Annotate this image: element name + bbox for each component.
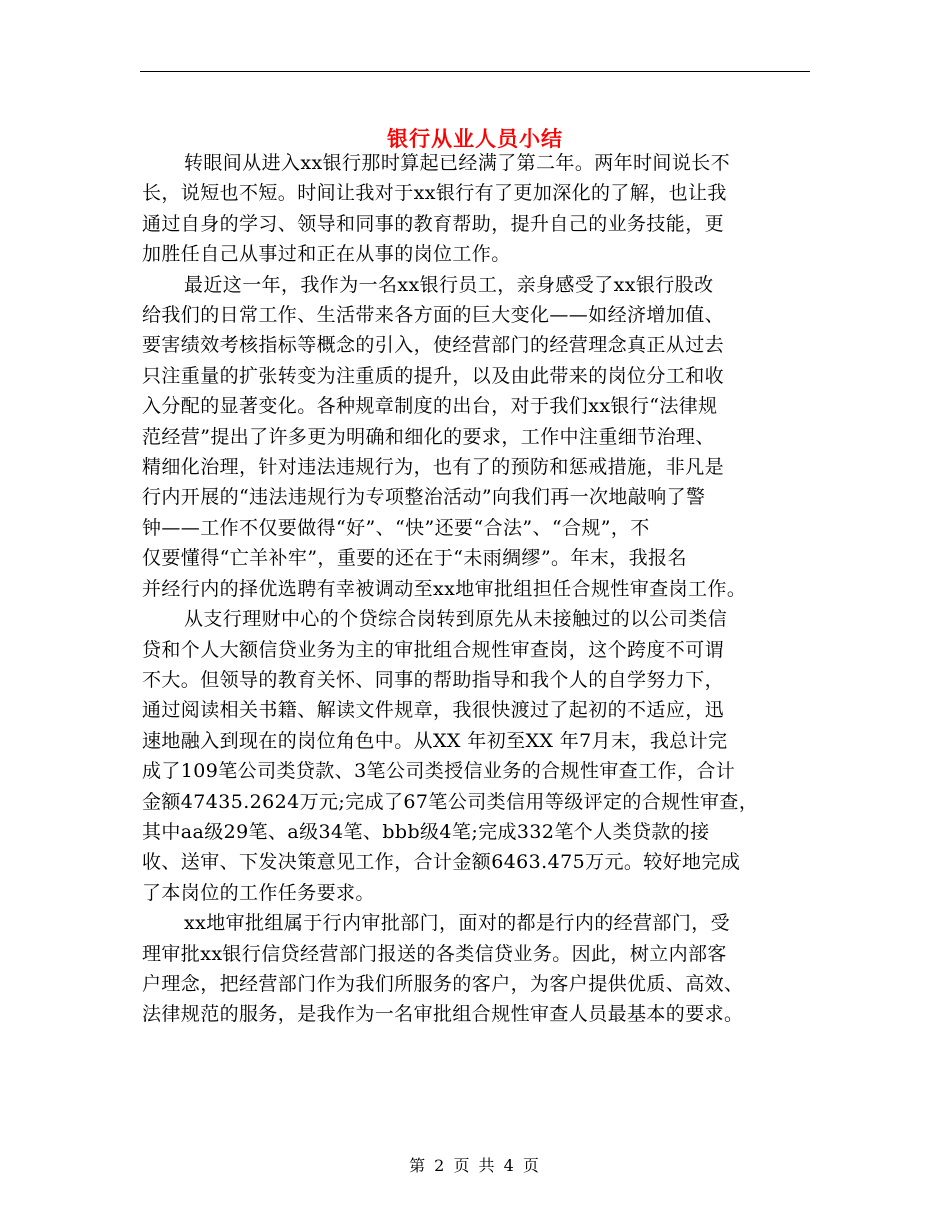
paragraph-2: [142, 270, 812, 604]
paragraph-3: [142, 604, 812, 908]
document-title: 银行从业人员小结: [387, 126, 563, 152]
header-rule: [140, 71, 810, 72]
paragraph-line: 速地融入到现在的岗位角色中。从XX 年初至XX 年7月末，我总计完: [142, 729, 728, 752]
paragraph-line: 加胜任自己从事过和正在从事的岗位工作。: [142, 243, 511, 266]
paragraph-line: 要害绩效考核指标等概念的引入，使经营部门的经营理念真正从过去: [142, 334, 725, 357]
paragraph-line: 了本岗位的工作任务要求。: [142, 881, 375, 904]
paragraph-line: 通过阅读相关书籍、解读文件规章，我很快渡过了起初的不适应，迅: [142, 699, 725, 722]
paragraph-line: 只注重量的扩张转变为注重质的提升，以及由此带来的岗位分工和收: [142, 364, 725, 387]
paragraph-line: 不大。但领导的教育关怀、同事的帮助指导和我个人的自学努力下，: [142, 668, 725, 691]
paragraph-line: 户理念，把经营部门作为我们所服务的客户，为客户提供优质、高效、: [142, 972, 744, 995]
paragraph-line: 理审批xx银行信贷经营部门报送的各类信贷业务。因此，树立内部客: [142, 942, 727, 965]
paragraph-line: 精细化治理，针对违法违规行为，也有了的预防和惩戒措施，非凡是: [142, 456, 725, 479]
paragraph-line: 入分配的显著变化。各种规章制度的出台，对于我们xx银行“法律规: [142, 395, 718, 418]
paragraph-4: [142, 908, 812, 1030]
paragraph-line: xx地审批组属于行内审批部门，面对的都是行内的经营部门，受: [184, 912, 731, 935]
page-number-footer: 第 2 页 共 4 页: [409, 1156, 541, 1175]
paragraph-1: [142, 148, 812, 270]
paragraph-line: 金额47435.2624万元;完成了67笔公司类信用等级评定的合规性审查，: [142, 790, 759, 813]
paragraph-line: 给我们的日常工作、生活带来各方面的巨大变化——如经济增加值、: [142, 304, 725, 327]
paragraph-line: 范经营”提出了许多更为明确和细化的要求，工作中注重细节治理、: [142, 425, 715, 448]
paragraph-line: 成了109笔公司类贷款、3笔公司类授信业务的合规性审查工作，合计: [142, 760, 736, 783]
paragraph-line: 其中aa级29笔、a级34笔、bbb级4笔;完成332笔个人类贷款的接: [142, 820, 710, 843]
paragraph-line: 贷和个人大额信贷业务为主的审批组合规性审查岗，这个跨度不可谓: [142, 638, 725, 661]
paragraph-line: 通过自身的学习、领导和同事的教育帮助，提升自己的业务技能，更: [142, 212, 725, 235]
paragraph-line: 转眼间从进入xx银行那时算起已经满了第二年。两年时间说长不: [184, 152, 731, 174]
paragraph-line: 仅要懂得“亡羊补牢”，重要的还在于“未雨绸缪”。年末，我报名: [142, 547, 687, 570]
paragraph-line: 行内开展的“违法违规行为专项整治活动”向我们再一次地敲响了警: [142, 486, 706, 509]
paragraph-line: 钟——工作不仅要做得“好”、“快”还要“合法”、“合规”，不: [142, 516, 650, 539]
paragraph-line: 长，说短也不短。时间让我对于xx银行有了更加深化的了解，也让我: [142, 182, 727, 205]
paragraph-line: 法律规范的服务，是我作为一名审批组合规性审查人员最基本的要求。: [142, 1003, 744, 1026]
paragraph-line: 并经行内的择优选聘有幸被调动至xx地审批组担任合规性审查岗工作。: [142, 577, 747, 600]
paragraph-line: 从支行理财中心的个贷综合岗转到原先从未接触过的以公司类信: [184, 608, 728, 631]
paragraph-line: 收、送审、下发决策意见工作，合计金额6463.475万元。较好地完成: [142, 851, 741, 874]
document-body: [142, 148, 812, 1030]
paragraph-line: 最近这一年，我作为一名xx银行员工，亲身感受了xx银行股改: [184, 273, 714, 296]
